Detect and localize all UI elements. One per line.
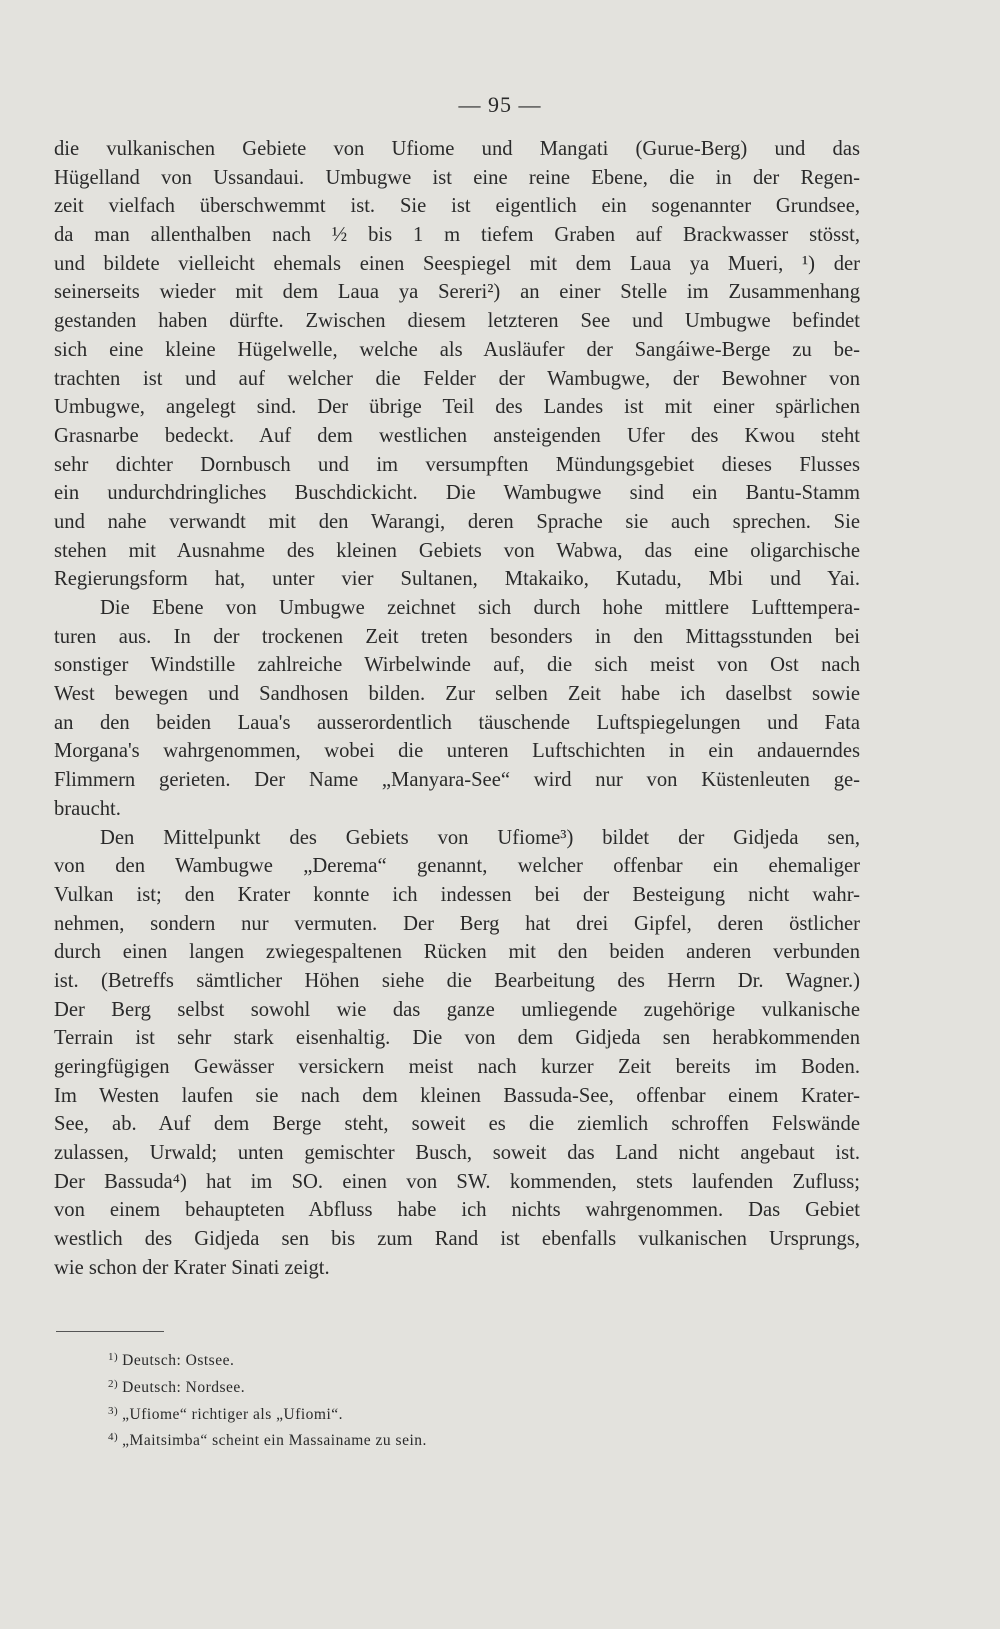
footnotes <box>108 1346 708 1453</box>
text-line: sonstiger Windstille zahlreiche Wirbelwinde auf, die sich meist von Ost nach <box>54 654 860 677</box>
text-line: die vulkanischen Gebiete von Ufiome und Mangati (Gurue-Berg) und das <box>54 138 860 160</box>
text-line: Morgana's wahrgenommen, wobei die unteren Luftschichten in ein andauerndes <box>54 740 860 763</box>
footnote-mark: 4) <box>108 1431 119 1444</box>
text-line: turen aus. In der trockenen Zeit treten besonders in den Mittagsstunden bei <box>54 625 860 648</box>
text-line: Vulkan ist; den Krater konnte ich indessen bei der Besteigung nicht wahr- <box>54 883 860 906</box>
body-text <box>54 135 860 1283</box>
text-line: nehmen, sondern nur vermuten. Der Berg hat drei Gipfel, deren östlicher <box>54 912 860 935</box>
text-line: von den Wambugwe „Derema“ genannt, welcher offenbar ein ehemaliger <box>54 855 860 878</box>
footnote-rule <box>56 1331 164 1332</box>
text-line: zeit vielfach überschwemmt ist. Sie ist eigentlich ein sogenannter Grundsee, <box>54 195 860 218</box>
text-line: von einem behaupteten Abfluss habe ich nichts wahrgenommen. Das Gebiet <box>54 1199 860 1222</box>
text-line: da man allenthalben nach ½ bis 1 m tiefem Graben auf Brackwasser stösst, <box>54 224 860 247</box>
text-line: West bewegen und Sandhosen bilden. Zur selben Zeit habe ich daselbst sowie <box>54 683 860 706</box>
footnote-mark: 1) <box>108 1351 119 1363</box>
text-line: westlich des Gidjeda sen bis zum Rand ist ebenfalls vulkanischen Ursprungs, <box>54 1228 860 1251</box>
page-number: — 95 — <box>458 92 542 117</box>
text-line: Im Westen laufen sie nach dem kleinen Bassuda-See, offenbar einem Krater- <box>54 1084 860 1107</box>
footnote-text: „Maitsimba“ scheint ein Massainame zu sein. <box>122 1432 427 1450</box>
text-line: See, ab. Auf dem Berge steht, soweit es die ziemlich schroffen Felswände <box>54 1113 860 1136</box>
text-line: Der Bassuda⁴) hat im SO. einen von SW. kommenden, stets laufenden Zufluss; <box>54 1170 860 1193</box>
text-line: seinerseits wieder mit dem Laua ya Sereri²) an einer Stelle im Zusammenhang <box>54 281 860 304</box>
text-line: zulassen, Urwald; unten gemischter Busch, soweit das Land nicht angebaut ist. <box>54 1142 860 1165</box>
text-line: geringfügigen Gewässer versickern meist nach kurzer Zeit bereits im Boden. <box>54 1056 860 1078</box>
footnote-text: „Ufiome“ richtiger als „Ufiomi“. <box>122 1405 344 1423</box>
text-line: sich eine kleine Hügelwelle, welche als Ausläufer der Sangáiwe-Berge zu be- <box>54 338 860 361</box>
text-line: sehr dichter Dornbusch und im versumpften Mündungsgebiet dieses Flusses <box>54 453 860 476</box>
text-line: Der Berg selbst sowohl wie das ganze umliegende zugehörige vulkanische <box>54 998 860 1021</box>
footnote <box>108 1373 708 1400</box>
text-line: Regierungsform hat, unter vier Sultanen, Mtakaiko, Kutadu, Mbi und Yai. <box>54 568 860 591</box>
text-line: Den Mittelpunkt des Gebiets von Ufiome³) bildet der Gidjeda sen, <box>100 826 860 849</box>
text-line: durch einen langen zwiegespaltenen Rücken mit den beiden anderen verbunden <box>54 941 860 964</box>
text-line: braucht. <box>54 797 121 820</box>
text-line: Flimmern gerieten. Der Name „Manyara-See“ wird nur von Küstenleuten ge- <box>54 769 860 792</box>
text-line: trachten ist und auf welcher die Felder der Wambugwe, der Bewohner von <box>54 367 860 390</box>
text-line: Umbugwe, angelegt sind. Der übrige Teil des Landes ist mit einer spärlichen <box>54 396 860 419</box>
footnote-mark: 2) <box>108 1377 119 1390</box>
text-line: stehen mit Ausnahme des kleinen Gebiets von Wabwa, das eine oligarchische <box>54 539 860 562</box>
footnote-text: Deutsch: Ostsee. <box>122 1352 235 1369</box>
footnote-mark: 3) <box>108 1404 119 1417</box>
text-line: ist. (Betreffs sämtlicher Höhen siehe die Bearbeitung des Herrn Dr. Wagner.) <box>54 969 860 992</box>
text-line: Hügelland von Ussandaui. Umbugwe ist eine reine Ebene, die in der Regen- <box>54 166 860 189</box>
text-line: und bildete vielleicht ehemals einen Seespiegel mit dem Laua ya Mueri, ¹) der <box>54 252 860 275</box>
text-line: Terrain ist sehr stark eisenhaltig. Die von dem Gidjeda sen herabkommenden <box>54 1027 860 1050</box>
text-line: an den beiden Laua's ausserordentlich täuschende Luftspiegelungen und Fata <box>54 711 860 734</box>
footnote <box>108 1400 708 1427</box>
text-line: Die Ebene von Umbugwe zeichnet sich durch hohe mittlere Lufttempera- <box>100 597 860 619</box>
text-line: Grasnarbe bedeckt. Auf dem westlichen ansteigenden Ufer des Kwou steht <box>54 424 860 447</box>
text-line: gestanden haben dürfte. Zwischen diesem letzteren See und Umbugwe befindet <box>54 310 860 333</box>
footnote <box>108 1426 708 1453</box>
text-line: und nahe verwandt mit den Warangi, deren Sprache sie auch sprechen. Sie <box>54 510 860 533</box>
text-line: wie schon der Krater Sinati zeigt. <box>54 1256 330 1279</box>
text-line: ein undurchdringliches Buschdickicht. Die Wambugwe sind ein Bantu-Stamm <box>54 482 860 505</box>
footnote <box>108 1346 708 1373</box>
footnote-text: Deutsch: Nordsee. <box>122 1378 246 1396</box>
